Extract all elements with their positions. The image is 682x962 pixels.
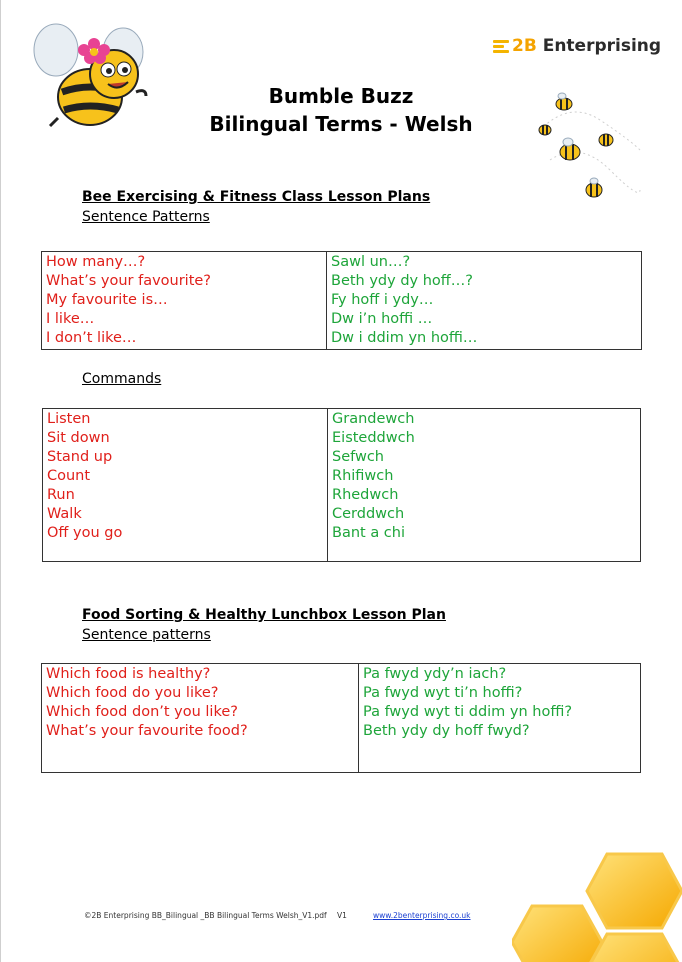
document-title: Bumble Buzz: [268, 84, 414, 108]
page-edge: [0, 0, 1, 962]
footer-version: V1: [337, 911, 347, 920]
sentence-patterns-table: [41, 251, 642, 350]
welsh-column: [327, 252, 642, 350]
welsh-term: Bant a chi: [332, 525, 406, 541]
table-row: [42, 252, 642, 350]
welsh-term: Cerddwch: [332, 506, 405, 522]
footer-copyright: ©2B Enterprising BB_Bilingual _BB Bilingual Terms Welsh_V1.pdf: [84, 911, 327, 920]
logo-word: Enterprising: [536, 36, 662, 56]
welsh-term: Rhifiwch: [332, 468, 394, 484]
welsh-term: Fy hoff i ydy…: [331, 292, 434, 308]
english-term: What’s your favourite?: [46, 273, 212, 289]
english-term: Off you go: [47, 525, 123, 541]
welsh-column: [328, 409, 641, 562]
welsh-term: Pa fwyd wyt ti ddim yn hoffi?: [363, 704, 573, 720]
welsh-term: Grandewch: [332, 411, 415, 427]
english-term: Which food is healthy?: [46, 666, 211, 682]
english-term: What’s your favourite food?: [46, 723, 248, 739]
english-term: Walk: [47, 506, 82, 522]
english-term: Sit down: [47, 430, 110, 446]
english-term: Count: [47, 468, 91, 484]
section1-heading: Bee Exercising & Fitness Class Lesson Plans: [82, 189, 431, 205]
welsh-term: Rhedwch: [332, 487, 399, 503]
small-bees-image: [530, 90, 650, 210]
honeycomb-image: [512, 846, 682, 962]
english-term: Listen: [47, 411, 91, 427]
english-term: My favourite is…: [46, 292, 168, 308]
welsh-term: Dw i’n hoffi …: [331, 311, 433, 327]
table-row: [43, 409, 641, 562]
commands-table: [42, 408, 641, 562]
english-term: I like…: [46, 311, 95, 327]
english-term: How many…?: [46, 254, 146, 270]
footer-website-link[interactable]: www.2benterprising.co.uk: [373, 911, 471, 920]
section3-subheading: Sentence patterns: [82, 627, 211, 643]
welsh-term: Pa fwyd wyt ti’n hoffi?: [363, 685, 523, 701]
document-subtitle: Bilingual Terms - Welsh: [209, 112, 473, 136]
welsh-term: Sawl un…?: [331, 254, 411, 270]
logo-mark-icon: [493, 38, 509, 55]
section1-subheading: Sentence Patterns: [82, 209, 210, 225]
logo-number: 2B: [512, 36, 537, 56]
welsh-term: Beth ydy dy hoff fwyd?: [363, 723, 530, 739]
commands-heading: Commands: [82, 371, 162, 387]
welsh-term: Dw i ddim yn hoffi…: [331, 330, 478, 346]
english-column: [42, 252, 327, 350]
english-column: [43, 409, 328, 562]
english-term: Run: [47, 487, 75, 503]
english-term: Stand up: [47, 449, 113, 465]
welsh-term: Pa fwyd ydy’n iach?: [363, 666, 507, 682]
english-term: I don’t like…: [46, 330, 137, 346]
table-row: [42, 664, 641, 773]
english-term: Which food don’t you like?: [46, 704, 238, 720]
company-logo: [493, 36, 661, 56]
food-sentence-table: [41, 663, 641, 773]
welsh-term: Eisteddwch: [332, 430, 415, 446]
welsh-term: Beth ydy dy hoff…?: [331, 273, 473, 289]
english-term: Which food do you like?: [46, 685, 219, 701]
welsh-column: [359, 664, 641, 773]
welsh-term: Sefwch: [332, 449, 384, 465]
english-column: [42, 664, 359, 773]
section3-heading: Food Sorting & Healthy Lunchbox Lesson Plan: [82, 607, 446, 623]
